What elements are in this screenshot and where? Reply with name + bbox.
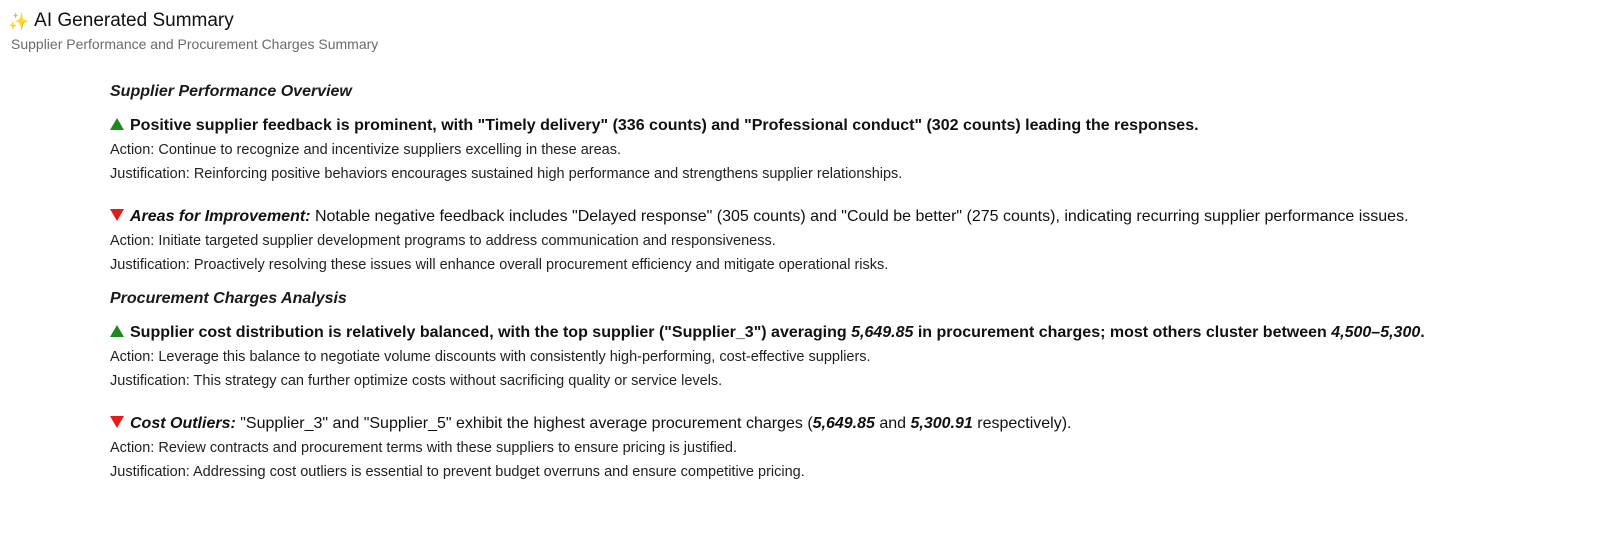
headline-text-2: in procurement charges; most others cluster between [913, 324, 1332, 341]
page-subtitle: Supplier Performance and Procurement Charges Summary [11, 36, 379, 52]
insight-justification: Justification: This strategy can further optimize costs without sacrificing quality or service levels. [110, 373, 723, 389]
headline-label: Areas for Improvement: [130, 208, 311, 225]
triangle-down-icon [110, 416, 124, 428]
insight-action: Action: Continue to recognize and incentivize suppliers excelling in these areas. [110, 142, 622, 158]
insight-justification: Justification: Addressing cost outliers is essential to prevent budget overruns and ensure competitive pricing. [110, 464, 805, 480]
insight-action: Action: Initiate targeted supplier development programs to address communication and responsiveness. [110, 233, 776, 249]
page-title: AI Generated Summary [34, 10, 234, 31]
insight-cost-outliers [110, 412, 1590, 484]
headline-text: Positive supplier feedback is prominent, with "Timely delivery" (336 counts) and "Professional conduct" (302 counts) leading the responses. [130, 117, 1199, 134]
insight-positive-feedback [110, 114, 1590, 186]
insight-headline [110, 412, 1590, 436]
summary-content [110, 80, 1590, 484]
insight-justification: Justification: Reinforcing positive behaviors encourages sustained high performance and strengthens supplier relationships. [110, 166, 903, 182]
triangle-up-icon [110, 325, 124, 337]
section-procurement-charges [110, 287, 1590, 484]
insight-headline [110, 205, 1590, 229]
headline-value-1: 5,649.85 [812, 415, 875, 432]
headline-text-1: Supplier cost distribution is relatively balanced, with the top supplier ("Supplier_3") averaging [130, 324, 852, 341]
headline-text: Notable negative feedback includes "Delayed response" (305 counts) and "Could be better" (275 counts), indicating recurring supplier performance issues. [310, 208, 1409, 225]
headline-value-1: 5,649.85 [851, 324, 914, 341]
section-heading: Supplier Performance Overview [110, 83, 352, 100]
headline-text-1: "Supplier_3" and "Supplier_5" exhibit the highest average procurement charges ( [235, 415, 813, 432]
headline-value-2: 5,300.91 [910, 415, 973, 432]
title-row [8, 8, 378, 34]
insight-action: Action: Leverage this balance to negotiate volume discounts with consistently high-performing, cost-effective suppliers. [110, 349, 871, 365]
headline-text-2: and [874, 415, 911, 432]
headline-value-2: 4,500–5,300 [1331, 324, 1421, 341]
insight-areas-for-improvement [110, 205, 1590, 277]
insight-headline [110, 321, 1590, 345]
insight-headline [110, 114, 1590, 138]
section-supplier-performance [110, 80, 1590, 277]
summary-header [8, 8, 378, 52]
headline-text-3: respectively). [972, 415, 1072, 432]
sparkle-icon: ✨ [8, 11, 30, 31]
insight-cost-distribution [110, 321, 1590, 393]
section-heading: Procurement Charges Analysis [110, 290, 347, 307]
triangle-up-icon [110, 118, 124, 130]
insight-justification: Justification: Proactively resolving these issues will enhance overall procurement efficiency and mitigate operational risks. [110, 257, 889, 273]
insight-action: Action: Review contracts and procurement terms with these suppliers to ensure pricing is justified. [110, 440, 738, 456]
headline-label: Cost Outliers: [130, 415, 236, 432]
triangle-down-icon [110, 209, 124, 221]
headline-text-3: . [1420, 324, 1425, 341]
